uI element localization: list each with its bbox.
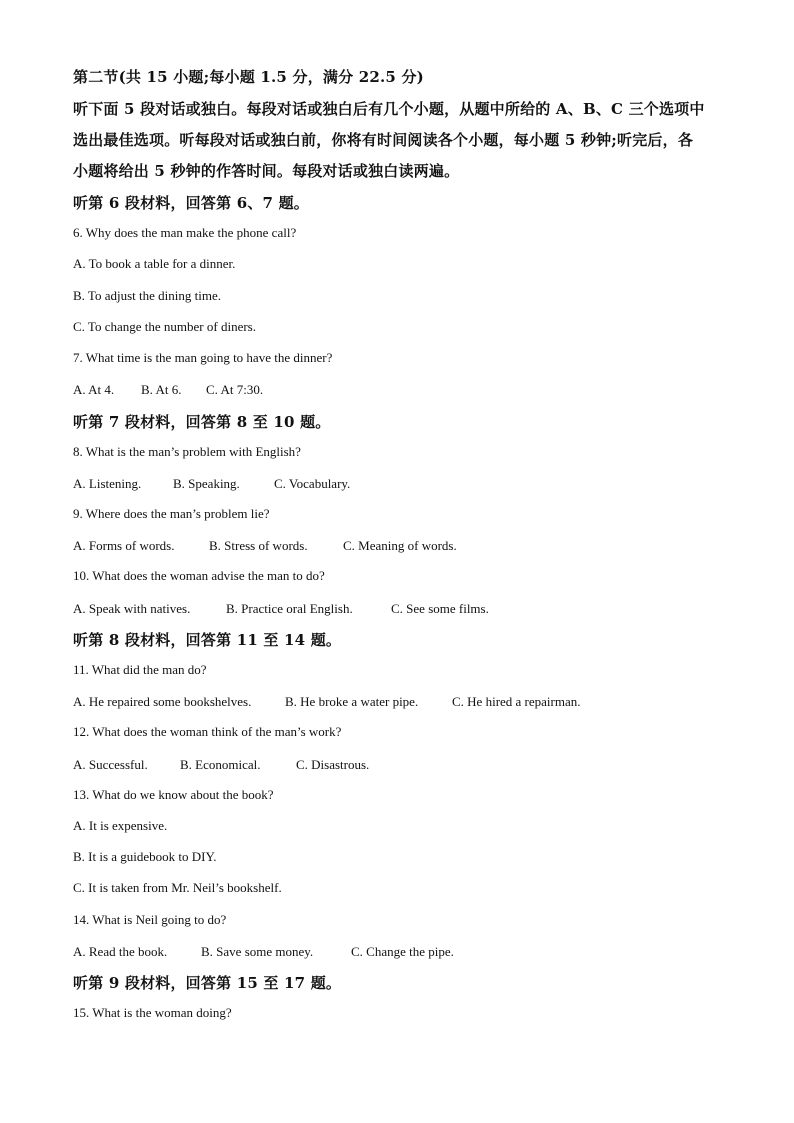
instructions-line-2: 选出最佳选项。听每段对话或独白前，你将有时间阅读各个小题，每小题 5 秒钟;听完后，各 <box>73 131 694 149</box>
question-7-option-b: B. At 6. <box>141 382 182 397</box>
question-11-option-b: B. He broke a water pipe. <box>285 694 419 709</box>
question-8-option-c: C. Vocabulary. <box>274 476 351 491</box>
question-13-stem: 13. What do we know about the book? <box>73 787 274 802</box>
question-6-option-c: C. To change the number of diners. <box>73 319 256 334</box>
question-7-stem: 7. What time is the man going to have the dinner? <box>73 350 333 365</box>
question-12-option-c: C. Disastrous. <box>296 757 370 772</box>
question-10-options <box>73 600 489 618</box>
question-10-stem: 10. What does the woman advise the man to do? <box>73 568 325 583</box>
question-6-option-a: A. To book a table for a dinner. <box>73 256 236 271</box>
question-9-option-c: C. Meaning of words. <box>343 538 457 553</box>
question-10-option-c: C. See some films. <box>391 601 489 616</box>
question-11-options <box>73 693 581 711</box>
question-7-options <box>73 381 263 399</box>
question-6-option-b: B. To adjust the dining time. <box>73 288 221 303</box>
question-12-option-b: B. Economical. <box>180 757 261 772</box>
material-8-header: 听第 8 段材料，回答第 11 至 14 题。 <box>73 631 342 649</box>
question-9-option-a: A. Forms of words. <box>73 538 175 553</box>
question-14-option-a: A. Read the book. <box>73 944 168 959</box>
material-9-header: 听第 9 段材料，回答第 15 至 17 题。 <box>73 974 342 992</box>
question-10-option-b: B. Practice oral English. <box>226 601 353 616</box>
question-8-option-b: B. Speaking. <box>173 476 240 491</box>
question-9-stem: 9. Where does the man’s problem lie? <box>73 506 270 521</box>
question-14-option-c: C. Change the pipe. <box>351 944 454 959</box>
question-14-options <box>73 943 454 961</box>
question-12-option-a: A. Successful. <box>73 757 148 772</box>
question-15-stem: 15. What is the woman doing? <box>73 1005 232 1020</box>
question-14-option-b: B. Save some money. <box>201 944 314 959</box>
question-8-stem: 8. What is the man’s problem with English? <box>73 444 301 459</box>
question-8-options <box>73 475 350 493</box>
section-title: 第二节(共 15 小题;每小题 1.5 分，满分 22.5 分) <box>73 68 424 86</box>
question-7-option-c: C. At 7:30. <box>206 382 264 397</box>
question-8-option-a: A. Listening. <box>73 476 142 491</box>
question-11-option-a: A. He repaired some bookshelves. <box>73 694 252 709</box>
question-12-stem: 12. What does the woman think of the man’s work? <box>73 724 342 739</box>
question-9-option-b: B. Stress of words. <box>209 538 308 553</box>
question-13-option-c: C. It is taken from Mr. Neil’s bookshelf. <box>73 880 282 895</box>
material-6-header: 听第 6 段材料，回答第 6、7 题。 <box>73 194 310 212</box>
question-12-options <box>73 756 369 774</box>
question-9-options <box>73 537 457 555</box>
instructions-line-1: 听下面 5 段对话或独白。每段对话或独白后有几个小题，从题中所给的 A、B、C 三个选项中 <box>73 100 705 118</box>
question-11-stem: 11. What did the man do? <box>73 662 207 677</box>
question-10-option-a: A. Speak with natives. <box>73 601 191 616</box>
question-13-option-b: B. It is a guidebook to DIY. <box>73 849 217 864</box>
question-6-stem: 6. Why does the man make the phone call? <box>73 225 297 240</box>
question-14-stem: 14. What is Neil going to do? <box>73 912 227 927</box>
question-13-option-a: A. It is expensive. <box>73 818 168 833</box>
instructions-line-3: 小题将给出 5 秒钟的作答时间。每段对话或独白读两遍。 <box>73 162 460 180</box>
question-11-option-c: C. He hired a repairman. <box>452 694 581 709</box>
material-7-header: 听第 7 段材料，回答第 8 至 10 题。 <box>73 413 331 431</box>
question-7-option-a: A. At 4. <box>73 382 115 397</box>
